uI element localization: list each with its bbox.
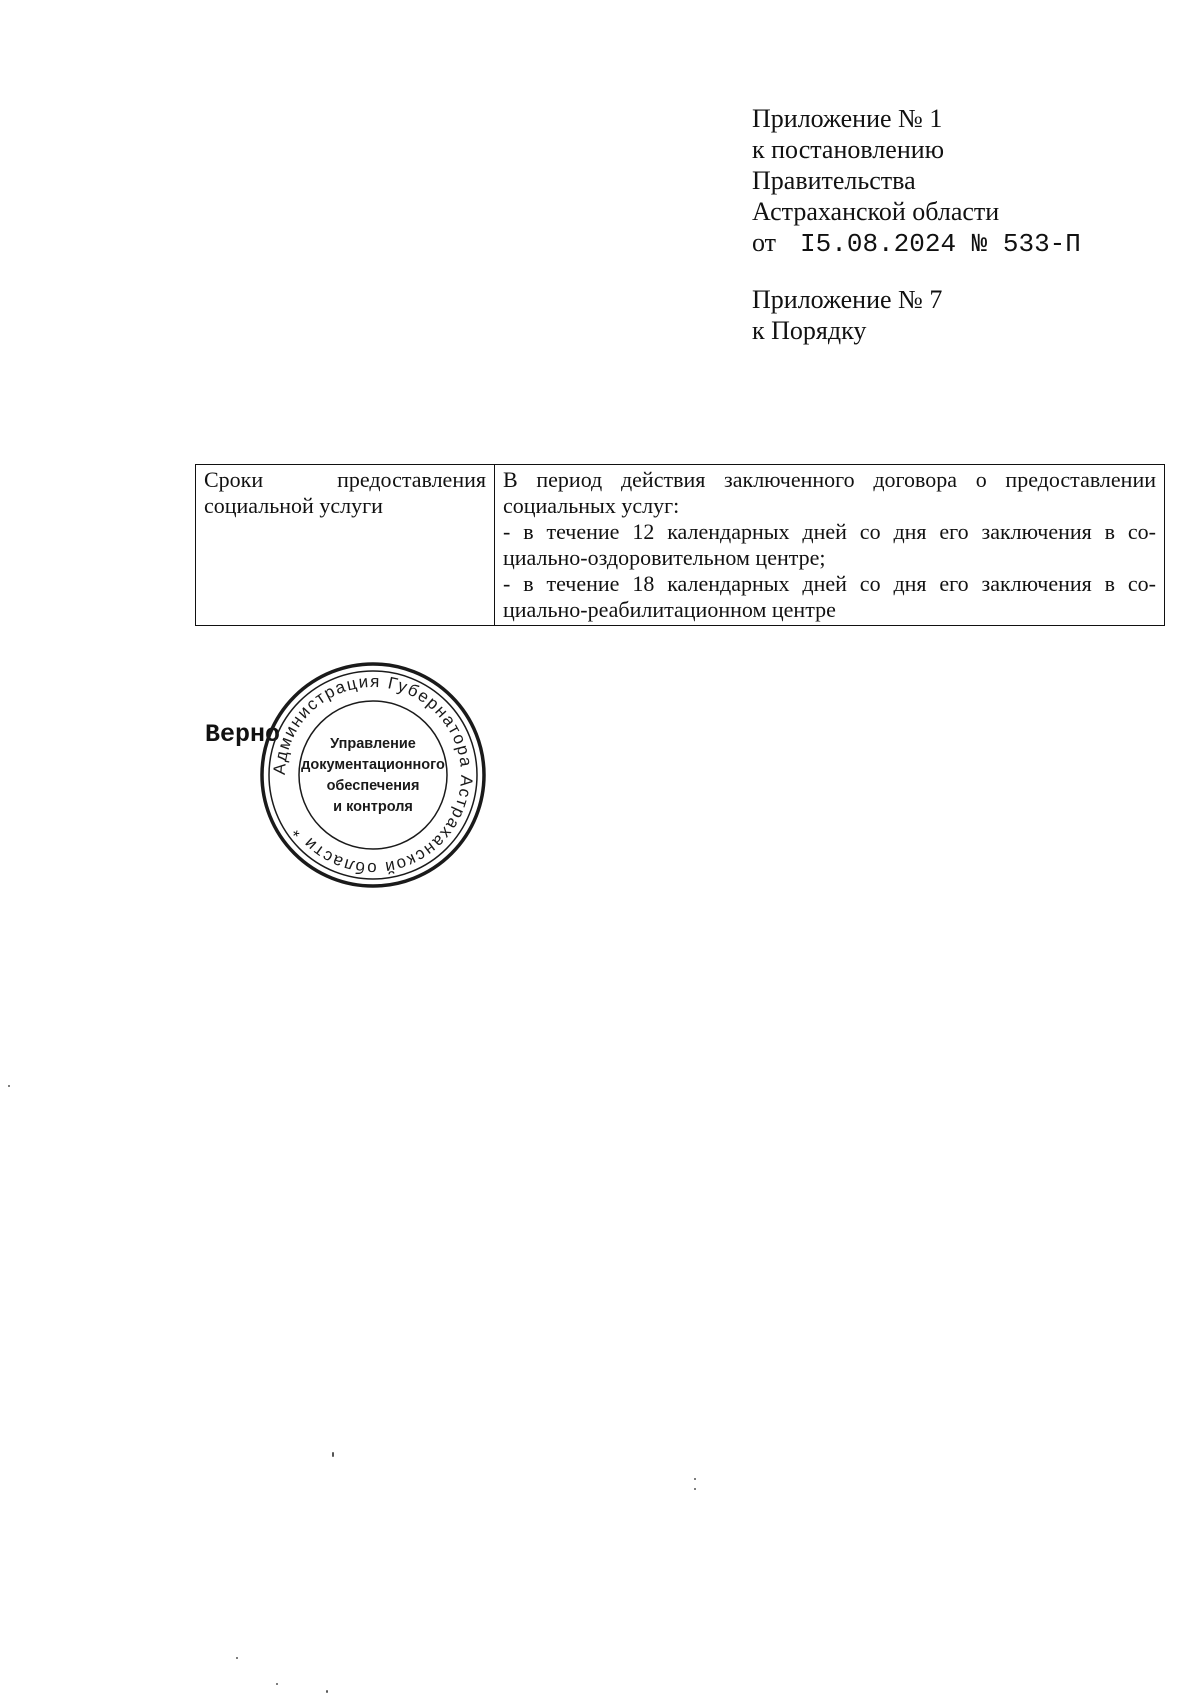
- svg-text:Администрация Губернатора Астр: [270, 672, 476, 878]
- scan-speck: [694, 1488, 696, 1490]
- seal-center-line: и контроля: [333, 799, 413, 815]
- seal-ring-text: Администрация Губернатора Астраханской области *: [269, 671, 477, 879]
- description-line: - в течение 12 календарных дней со дня его заключения в со-: [503, 519, 1156, 544]
- label-line: социальной услуги: [204, 493, 383, 518]
- scan-speck: [332, 1452, 334, 1457]
- description-cell: [495, 465, 1165, 626]
- verno-certification: Верно: [205, 720, 281, 749]
- appendix-line: к Порядку: [752, 316, 867, 345]
- label-cell: [196, 465, 495, 626]
- description-line: циально-оздоровительном центре;: [503, 545, 826, 570]
- appendix-header: [752, 103, 1081, 346]
- seal-center-line: Управление: [330, 736, 416, 752]
- scan-speck: [236, 1657, 238, 1659]
- description-line: циально-реабилитационном центре: [503, 597, 836, 622]
- header-line: Правительства: [752, 166, 916, 195]
- header-line: Приложение № 1: [752, 104, 943, 133]
- seal-center-line: обеспечения: [326, 778, 420, 794]
- description-line: В период действия заключенного договора о предоставлении: [503, 467, 1156, 492]
- scan-speck: [694, 1478, 696, 1480]
- label-word: Сроки: [204, 467, 264, 492]
- header-line: Астраханской области: [752, 197, 1000, 226]
- description-line: социальных услуг:: [503, 493, 680, 518]
- scan-speck: [8, 1085, 10, 1087]
- description-line: - в течение 18 календарных дней со дня его заключения в со-: [503, 571, 1156, 596]
- scan-speck: [326, 1690, 328, 1693]
- label-word: предоставления: [337, 467, 486, 492]
- decree-prefix: от: [752, 228, 777, 257]
- service-terms-table: [195, 464, 1165, 626]
- scan-speck: [276, 1683, 278, 1685]
- table-row: [196, 465, 1165, 626]
- decree-number: I5.08.2024 № 533-П: [800, 229, 1081, 259]
- appendix-line: Приложение № 7: [752, 285, 943, 314]
- decree-date-number: [752, 227, 1081, 260]
- seal-center-line: документационного: [301, 757, 445, 773]
- header-line: к постановлению: [752, 135, 945, 164]
- official-seal: [258, 660, 488, 890]
